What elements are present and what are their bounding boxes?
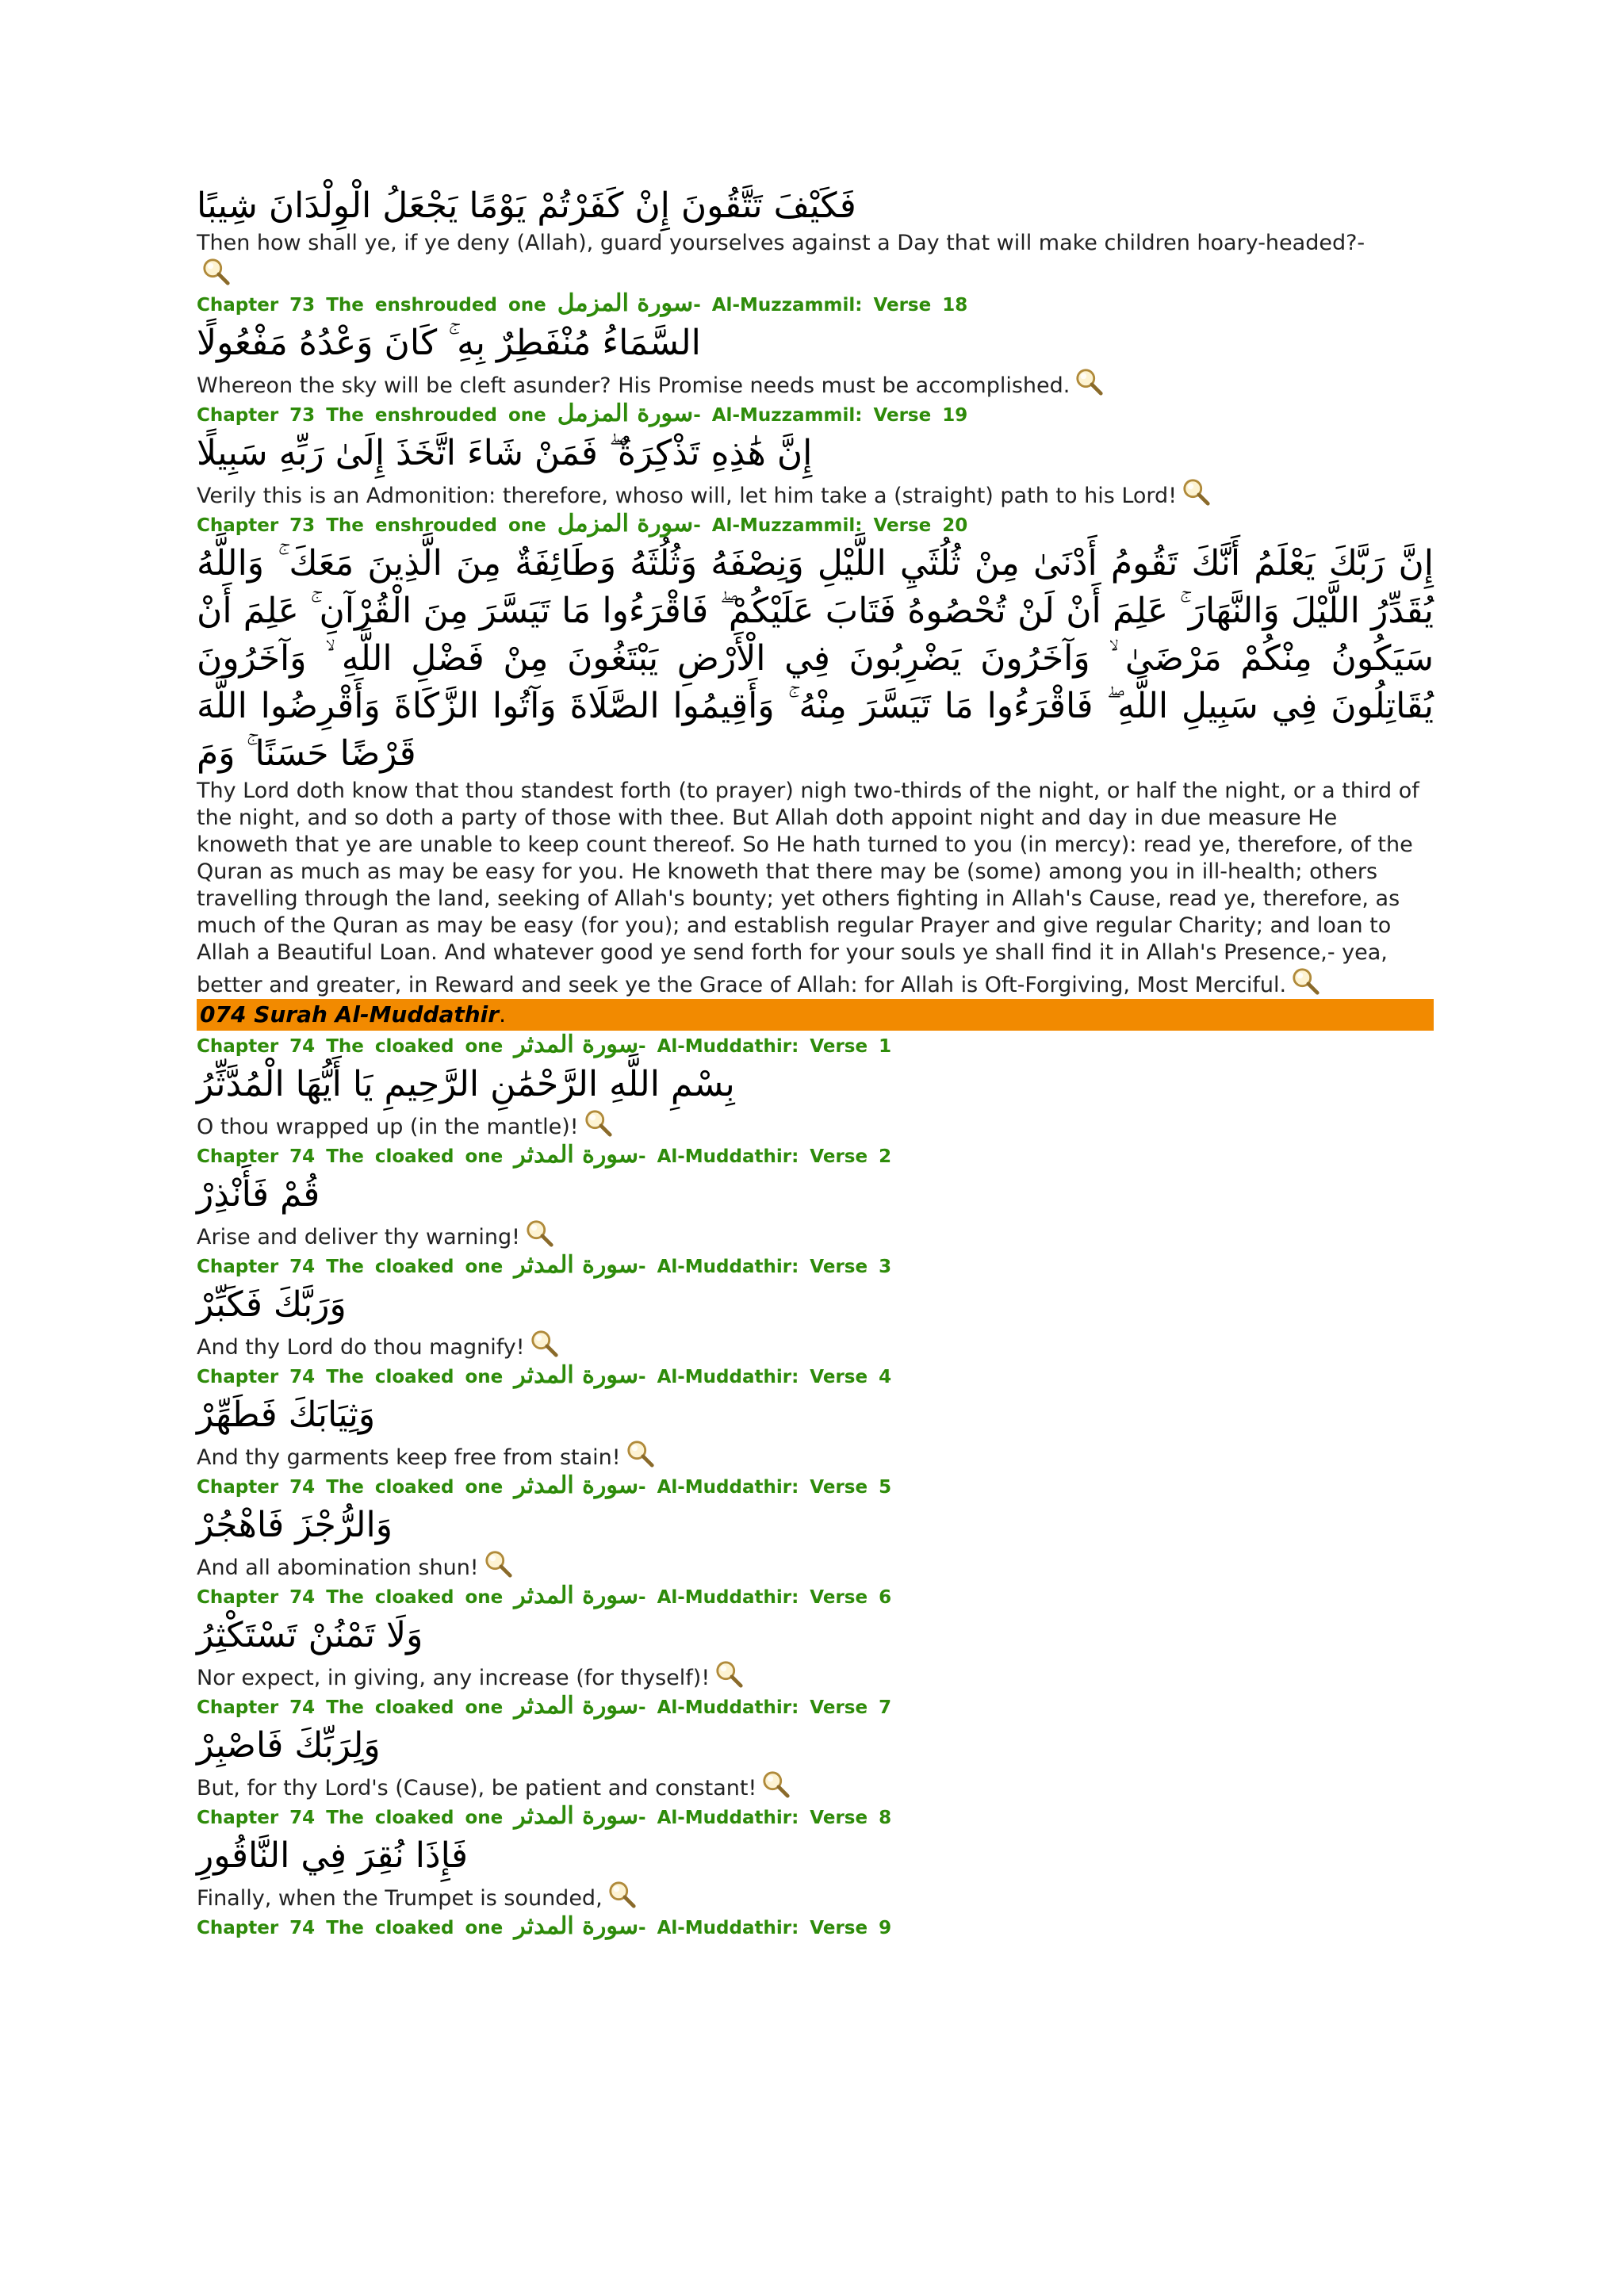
magnifier-icon[interactable] [525,1219,555,1249]
magnifier-icon[interactable] [1182,477,1212,507]
verse-block [197,1582,1434,1692]
verse-header [197,1031,1434,1061]
header-chapter: Chapter 74 The cloaked one [197,1036,504,1057]
translation-text: And thy garments keep free from stain! [197,1445,621,1470]
verse-block [197,400,1434,510]
verse-translation [197,367,1434,400]
arabic-verse: وَالرُّجْزَ فَاهْجُرْ [197,1505,393,1545]
verse-block [197,1361,1434,1471]
header-chapter: Chapter 74 The cloaked one [197,1477,504,1498]
surah-title-bar [197,999,1434,1031]
magnifier-icon[interactable] [714,1659,745,1689]
verse-translation [197,1549,1434,1582]
translation-text: And all abomination shun! [197,1556,479,1580]
verse-block [197,1141,1434,1251]
header-arabic-name: سورة المدثر [514,1802,639,1830]
surah-title: 074 Surah Al-Muddathir [200,1001,500,1027]
magnifier-icon[interactable] [584,1108,614,1138]
verse-translation [197,1880,1434,1912]
verses-chapter-74 [197,1031,1434,1912]
arabic-verse: فَإِذَا نُقِرَ فِي النَّاقُورِ [197,1835,469,1876]
verse-header [197,1361,1434,1391]
verse-header [197,1912,1434,1942]
header-verse-ref: - Al-Muddathir: Verse 9 [638,1918,892,1938]
verse-block [197,289,1434,400]
verse-translation [197,230,1434,289]
verse-header [197,1692,1434,1722]
verse-header [197,1251,1434,1281]
header-verse-ref: - Al-Muddathir: Verse 7 [638,1697,892,1718]
verse-header [197,1141,1434,1171]
translation-text: Then how shall ye, if ye deny (Allah), guard yourselves against a Day that will make children hoary-headed?- [197,231,1365,255]
verse-translation [197,1329,1434,1361]
header-arabic-name: سورة المزمل [557,400,694,427]
verse-translation [197,477,1434,510]
magnifier-icon[interactable] [1074,367,1105,397]
verses-chapter-73 [197,289,1434,999]
magnifier-icon[interactable] [607,1880,638,1910]
verse-header [197,510,1434,540]
header-arabic-name: سورة المدثر [514,1471,639,1499]
translation-text: Arise and deliver thy warning! [197,1225,520,1249]
arabic-verse: قُمْ فَأَنْذِرْ [197,1174,320,1215]
header-verse-ref: - Al-Muzzammil: Verse 19 [693,405,968,426]
header-chapter: Chapter 73 The enshrouded one [197,405,546,426]
header-arabic-name: سورة المزمل [557,289,694,317]
header-verse-ref: - Al-Muddathir: Verse 8 [638,1808,892,1828]
verse-header [197,400,1434,430]
header-arabic-name: سورة المدثر [514,1031,639,1058]
header-arabic-name: سورة المدثر [514,1582,639,1609]
verse-header [197,1582,1434,1612]
translation-text: Finally, when the Trumpet is sounded, [197,1886,603,1911]
arabic-verse: السَّمَاءُ مُنْفَطِرٌ بِهِ ۚ كَانَ وَعْدُهُ مَفْعُولًا [197,323,701,363]
arabic-verse: وَثِيَابَكَ فَطَهِّرْ [197,1395,376,1435]
header-arabic-name: سورة المدثر [514,1141,639,1169]
header-chapter: Chapter 74 The cloaked one [197,1697,504,1718]
verse-translation [197,1219,1434,1251]
header-verse-ref: - Al-Muzzammil: Verse 18 [693,295,968,316]
header-verse-ref: - Al-Muddathir: Verse 2 [638,1146,892,1167]
header-chapter: Chapter 74 The cloaked one [197,1367,504,1387]
translation-text: Thy Lord doth know that thou standest forth (to prayer) nigh two-thirds of the night, or half the night, or a third of the night, and so doth a party of those with thee. But Allah doth appoint night and day in due measure He knoweth that ye are unable to keep count thereof. So He hath turned to you (in mercy): read ye, therefore, of the Quran as much as may be easy for you. He knoweth that there may be (some) among you in ill-health; others travelling through the land, seeking of Allah's bounty; yet others fighting in Allah's Cause, read ye, therefore, as much of the Quran as may be easy (for you); and establish regular Prayer and give regular Charity; and loan to Allah a Beautiful Loan. And whatever good ye send forth for your souls ye shall find it in Allah's Presence,- yea, better and greater, in Reward and seek ye the Grace of Allah: for Allah is Oft-Forgiving, Most Merciful. [197,779,1419,997]
verse-block [197,1802,1434,1912]
verse-block [197,510,1434,999]
translation-text: O thou wrapped up (in the mantle)! [197,1115,579,1139]
magnifier-icon[interactable] [761,1770,791,1800]
verse-translation [197,1439,1434,1471]
verse-translation [197,1659,1434,1692]
header-arabic-name: سورة المدثر [514,1251,639,1279]
verse-translation [197,1108,1434,1141]
magnifier-icon[interactable] [201,257,232,287]
magnifier-icon[interactable] [484,1549,514,1579]
verse-header [197,1471,1434,1502]
verse-block [197,1031,1434,1141]
arabic-verse: بِسْمِ اللَّهِ الرَّحْمَٰنِ الرَّحِيمِ يَا أَيُّهَا الْمُدَّثِّرُ [197,1064,735,1104]
header-arabic-name: سورة المدثر [514,1692,639,1720]
arabic-verse: إِنَّ هَٰذِهِ تَذْكِرَةٌ ۖ فَمَنْ شَاءَ اتَّخَذَ إِلَىٰ رَبِّهِ سَبِيلًا [197,433,813,473]
arabic-verse: وَلَا تَمْنُنْ تَسْتَكْثِرُ [197,1615,423,1655]
header-chapter: Chapter 74 The cloaked one [197,1808,504,1828]
surah-title-dot: . [499,1001,506,1027]
arabic-verse: وَلِرَبِّكَ فَاصْبِرْ [197,1725,381,1766]
header-chapter: Chapter 74 The cloaked one [197,1146,504,1167]
header-chapter: Chapter 74 The cloaked one [197,1587,504,1608]
verse-translation [197,1770,1434,1802]
header-chapter: Chapter 74 The cloaked one [197,1918,504,1938]
arabic-verse: وَرَبَّكَ فَكَبِّرْ [197,1284,347,1325]
translation-text: But, for thy Lord's (Cause), be patient and constant! [197,1776,757,1800]
header-verse-ref: - Al-Muddathir: Verse 4 [638,1367,892,1387]
translation-text: Verily this is an Admonition: therefore, whoso will, let him take a (straight) path to his Lord! [197,484,1178,508]
translation-text: Whereon the sky will be cleft asunder? His Promise needs must be accomplished. [197,373,1071,398]
verse-header [197,1802,1434,1832]
header-arabic-name: سورة المزمل [557,510,694,538]
translation-text: And thy Lord do thou magnify! [197,1335,525,1360]
header-verse-ref: - Al-Muddathir: Verse 1 [638,1036,892,1057]
verse-block [197,1251,1434,1361]
page-content [197,182,1434,1942]
magnifier-icon[interactable] [626,1439,656,1469]
header-verse-ref: - Al-Muddathir: Verse 3 [638,1257,892,1277]
arabic-verse: فَكَيْفَ تَتَّقُونَ إِنْ كَفَرْتُمْ يَوْمًا يَجْعَلُ الْوِلْدَانَ شِيبًا [197,186,856,226]
header-verse-ref: - Al-Muddathir: Verse 6 [638,1587,892,1608]
header-arabic-name: سورة المدثر [514,1912,639,1940]
verse-header [197,289,1434,320]
header-chapter: Chapter 73 The enshrouded one [197,515,546,536]
header-chapter: Chapter 74 The cloaked one [197,1257,504,1277]
magnifier-icon[interactable] [1291,966,1321,997]
translation-text: Nor expect, in giving, any increase (for thyself)! [197,1666,710,1690]
magnifier-icon[interactable] [530,1329,560,1359]
header-verse-ref: - Al-Muddathir: Verse 5 [638,1477,892,1498]
verse-block [197,182,1434,289]
header-chapter: Chapter 73 The enshrouded one [197,295,546,316]
header-verse-ref: - Al-Muzzammil: Verse 20 [693,515,968,536]
verse-block [197,1471,1434,1582]
arabic-verse: إِنَّ رَبَّكَ يَعْلَمُ أَنَّكَ تَقُومُ أَدْنَىٰ مِنْ ثُلُثَيِ اللَّيْلِ وَنِصْفَهُ وَثُلُثَهُ وَطَائِفَةٌ مِنَ الَّذِينَ مَعَكَ ۚ وَاللَّهُ يُقَدِّرُ اللَّيْلَ وَالنَّهَارَ ۚ عَلِمَ أَنْ لَنْ تُحْصُوهُ فَتَابَ عَلَيْكُمْ ۖ فَاقْرَءُوا مَا تَيَسَّرَ مِنَ الْقُرْآنِ ۚ عَلِمَ أَنْ سَيَكُونُ مِنْكُمْ مَرْضَىٰ ۙ وَآخَرُونَ يَضْرِبُونَ فِي الْأَرْضِ يَبْتَغُونَ مِنْ فَضْلِ اللَّهِ ۙ وَآخَرُونَ يُقَاتِلُونَ فِي سَبِيلِ اللَّهِ ۖ فَاقْرَءُوا مَا تَيَسَّرَ مِنْهُ ۚ وَأَقِيمُوا الصَّلَاةَ وَآتُوا الزَّكَاةَ وَأَقْرِضُوا اللَّهَ قَرْضًا حَسَنًا ۚ وَمَ [197,543,1434,774]
verse-translation [197,778,1434,999]
verse-block [197,1692,1434,1802]
header-arabic-name: سورة المدثر [514,1361,639,1389]
